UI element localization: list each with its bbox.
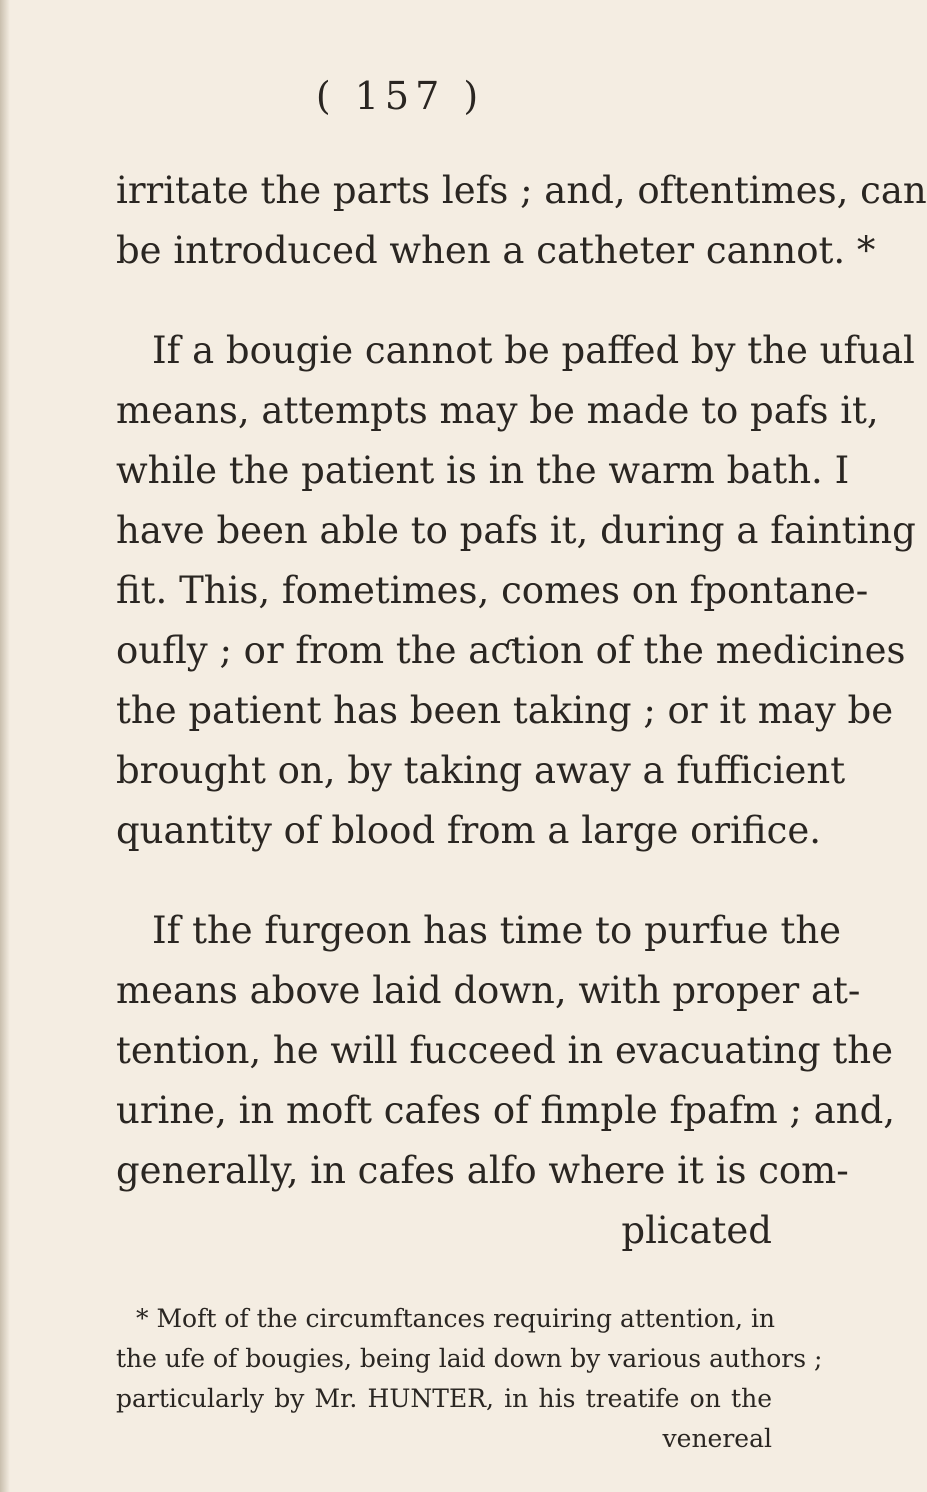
footnote-catchword: venereal	[662, 1424, 772, 1453]
body-line: irritate the parts lefs ; and, oftentimes, can	[116, 169, 927, 212]
body-line: be introduced when a catheter cannot. *	[116, 229, 876, 272]
footnote-line: * Moft of the circumftances requiring attention, in	[136, 1304, 776, 1333]
body-line: while the patient is in the warm bath. I	[116, 449, 850, 492]
body-line: oufly ; or from the aƈtion of the medicines	[116, 629, 906, 672]
body-line: tention, he will fucceed in evacuating the	[116, 1029, 894, 1072]
body-line: urine, in moft cafes of fimple fpafm ; and,	[116, 1089, 896, 1132]
body-line: If the furgeon has time to purfue the	[152, 909, 842, 952]
body-line: quantity of blood from a large orifice.	[116, 809, 821, 852]
footnote-line: particularly by Mr. HUNTER, in his treatife on the	[116, 1384, 772, 1413]
body-line: fit. This, fometimes, comes on fpontane-	[116, 569, 869, 612]
footnote-line: the ufe of bougies, being laid down by various authors ;	[116, 1344, 823, 1373]
body-line: generally, in cafes alfo where it is com-	[116, 1149, 849, 1192]
body-line: have been able to pafs it, during a fainting	[116, 509, 916, 552]
body-line: means, attempts may be made to pafs it,	[116, 389, 879, 432]
body-line: the patient has been taking ; or it may be	[116, 689, 894, 732]
body-line: brought on, by taking away a fufficient	[116, 749, 846, 792]
body-line: means above laid down, with proper at-	[116, 969, 861, 1012]
page-edge-shadow	[0, 0, 10, 1492]
page-number: ( 157 )	[315, 74, 485, 118]
body-line: If a bougie cannot be paffed by the ufual	[152, 329, 915, 372]
catchword: plicated	[621, 1209, 772, 1252]
